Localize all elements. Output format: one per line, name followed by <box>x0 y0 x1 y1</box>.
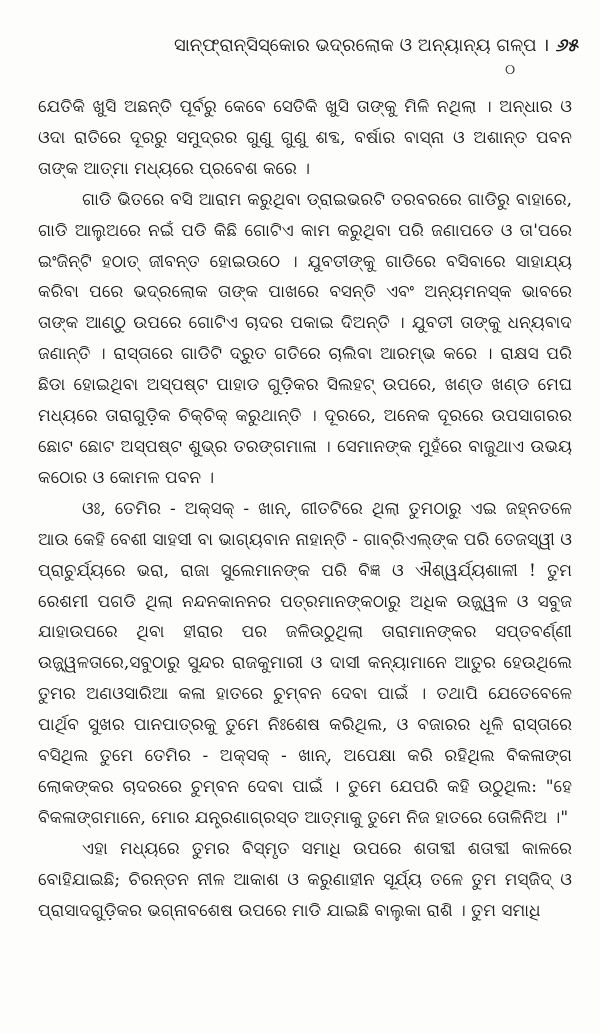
running-title: ସାନ୍‌ଫ୍ରାନ୍‌ସିସ୍କୋର ଭଦ୍ରଲୋକ ଓ ଅନ୍ୟାନ୍ୟ ଗଳ୍ପ <box>173 35 537 56</box>
paragraph: ଗାଡି ଭିତରେ ବସି ଆରାମ କରୁଥିବା ଡ୍ରାଇଭରଟି ତରବରରେ ଗାଡିରୁ ବାହାରେ, ଗାଡି ଆଲୁଅରେ ନଇଁ ପଡି କିଛି ଗୋଟିଏ କାମ କରୁଥିବା ପରି ଜଣାପଡେ ଓ ତା'ପରେ ଇଂଜିନ୍‌ଟି ହଠାତ୍ ଜୀବନ୍ତ ହୋଇଉଠେ । ଯୁବତୀଙ୍କୁ ଗାଡିରେ ବସିବାରେ ସାହାଯ୍ୟ କରିବା ପରେ ଭଦ୍ରଲୋକ ତାଙ୍କ ପାଖରେ ବସନ୍ତି ଏବଂ ଅନ୍ୟମନସ୍କ ଭାବରେ ତାଙ୍କ ଆଣ୍ଠୁ ଉପରେ ଗୋଟିଏ ଚାଦର ପକାଇ ଦିଅନ୍ତି । ଯୁବତୀ ତାଙ୍କୁ ଧନ୍ୟବାଦ ଜଣାନ୍ତି । ରାସ୍ତାରେ ଗାଡିଟି ଦ୍ରୁତ ଗତିରେ ଚାଲିବା ଆରମ୍ଭ କରେ । ରାକ୍ଷସ ପରି ଛିଡା ହୋଇଥିବା ଅସ୍ପଷ୍ଟ ପାହାଡ ଗୁଡ଼ିକର ସିଲହଟ୍ ଉପରେ, ଖଣ୍ଡ ଖଣ୍ଡ ମେଘ ମଧ୍ୟରେ ତାରାଗୁଡ଼ିକ ଚିକ୍‌ଚିକ୍ କରୁଥାନ୍ତି । ଦୂରରେ, ଅନେକ ଦୂରରେ ଉପସାଗରର ଛୋଟ ଛୋଟ ଅସ୍ପଷ୍ଟ ଶୁଭ୍ର ତରଙ୍ଗମାଳା । ସେମାନଙ୍କ ମୁହଁରେ ବାଜୁଥାଏ ଉଭୟ କଠୋର ଓ କୋମଳ ପବନ । <box>38 189 572 488</box>
paragraph: ଓଃ, ତେମିର - ଅକ୍‌ସକ୍ - ଖାନ୍, ଗୀତଟିରେ ଥିଲା ତୁମଠାରୁ ଏଇ ଜହ୍ନତଳେ ଆଉ କେହି ବେଶୀ ସାହସୀ ବା ଭାଗ୍ୟବାନ ନାହାନ୍ତି - ଗାବ୍ରିଏଲ୍‌ଙ୍କ ପରି ତେଜସ୍ୱୀ ଓ ପ୍ରାଚୁର୍ଯ୍ୟରେ ଭରା, ରାଜା ସୁଲେମାନଙ୍କ ପରି ବିଜ୍ଞ ଓ ଐଶ୍ୱର୍ଯ୍ୟଶାଳୀ ! ତୁମ ରେଶମୀ ପଗଡି ଥିଲା ନନ୍ଦନକାନନର ପତ୍ରମାନଙ୍କଠାରୁ ଅଧିକ ଉଜ୍ଜ୍ୱଳ ଓ ସବୁଜ ଯାହାଉପରେ ଥିବା ହୀରାର ପର ଜଳିଉଠୁଥିଲା ତାରାମାନଙ୍କର ସପ୍ତବର୍ଣ୍ଣୀ ଉଜ୍ଜ୍ୱଳତାରେ,ସବୁଠାରୁ ସୁନ୍ଦର ରାଜକୁମାରୀ ଓ ଦାସୀ କନ୍ୟାମାନେ ଆତୁର ହେଉଥିଲେ ତୁମର ଅଣଓସାରିଆ କଳା ହାତରେ ଚୁମ୍ବନ ଦେବା ପାଇଁ । ତଥାପି ଯେତେବେଳେ ପାର୍ଥିବ ସୁଖର ପାନପାତ୍ରକୁ ତୁମେ ନିଃଶେଷ କରିଥିଲ, ଓ ବଜାରର ଧୂଳି ରାସ୍ତାରେ ବସିଥିଲ ତୁମେ ତେମିର - ଅକ୍‌ସକ୍ - ଖାନ୍, ଅପେକ୍ଷା କରି ରହିଥିଲ ବିକଳାଙ୍ଗ ଲୋକଙ୍କର ଚାଦରରେ ଚୁମ୍ବନ ଦେବା ପାଇଁ । ତୁମେ ଯେପରି କହି ଉଠୁଥିଲ: "ହେ ବିକଳାଙ୍ଗମାନେ, ମୋର ଯନ୍ତ୍ରଣାଗ୍ରସ୍ତ ଆତ୍ମାକୁ ତୁମେ ନିଜ ହାତରେ ତୋଳିନିଅ ।" <box>38 498 572 828</box>
paragraph: ଏହା ମଧ୍ୟରେ ତୁମର ବିସ୍ମୃତ ସମାଧି ଉପରେ ଶତାବ୍ଦୀ ଶତାବ୍ଦୀ କାଳରେ ବୋହିଯାଇଛି; ଚିରନ୍ତନ ନୀଳ ଆକାଶ ଓ କରୁଣାହୀନ ସୂର୍ଯ୍ୟ ତଳେ ତୁମ ମସ୍‌ଜିଦ୍ ଓ ପ୍ରାସାଦଗୁଡ଼ିକର ଭଗ୍ନାବଶେଷ ଉପରେ ମାଡି ଯାଇଛି ବାଲୁକା ରାଶି । ତୁମ ସମାଧି <box>38 838 572 921</box>
header-separator: । <box>542 35 550 56</box>
page-number: ୬୫ <box>555 35 578 56</box>
paragraph: ଯେତିକି ଖୁସି ଅଛନ୍ତି ପୂର୍ବରୁ କେବେ ସେତିକି ଖୁସି ତାଙ୍କୁ ମିଳି ନଥିଲା । ଅନ୍ଧାର ଓ ଓଦା ରାତିରେ ଦୂରରୁ ସମୁଦ୍ରର ଗୁଣୁ ଗୁଣୁ ଶବ୍ଦ, ବର୍ଷାର ବାସ୍ନା ଓ ଅଶାନ୍ତ ପବନ ତାଙ୍କ ଆତ୍ମା ମଧ୍ୟରେ ପ୍ରବେଶ କରେ । <box>38 97 572 179</box>
header-mark: ୦ <box>505 62 516 78</box>
running-header <box>174 34 578 58</box>
body-text <box>38 92 572 926</box>
